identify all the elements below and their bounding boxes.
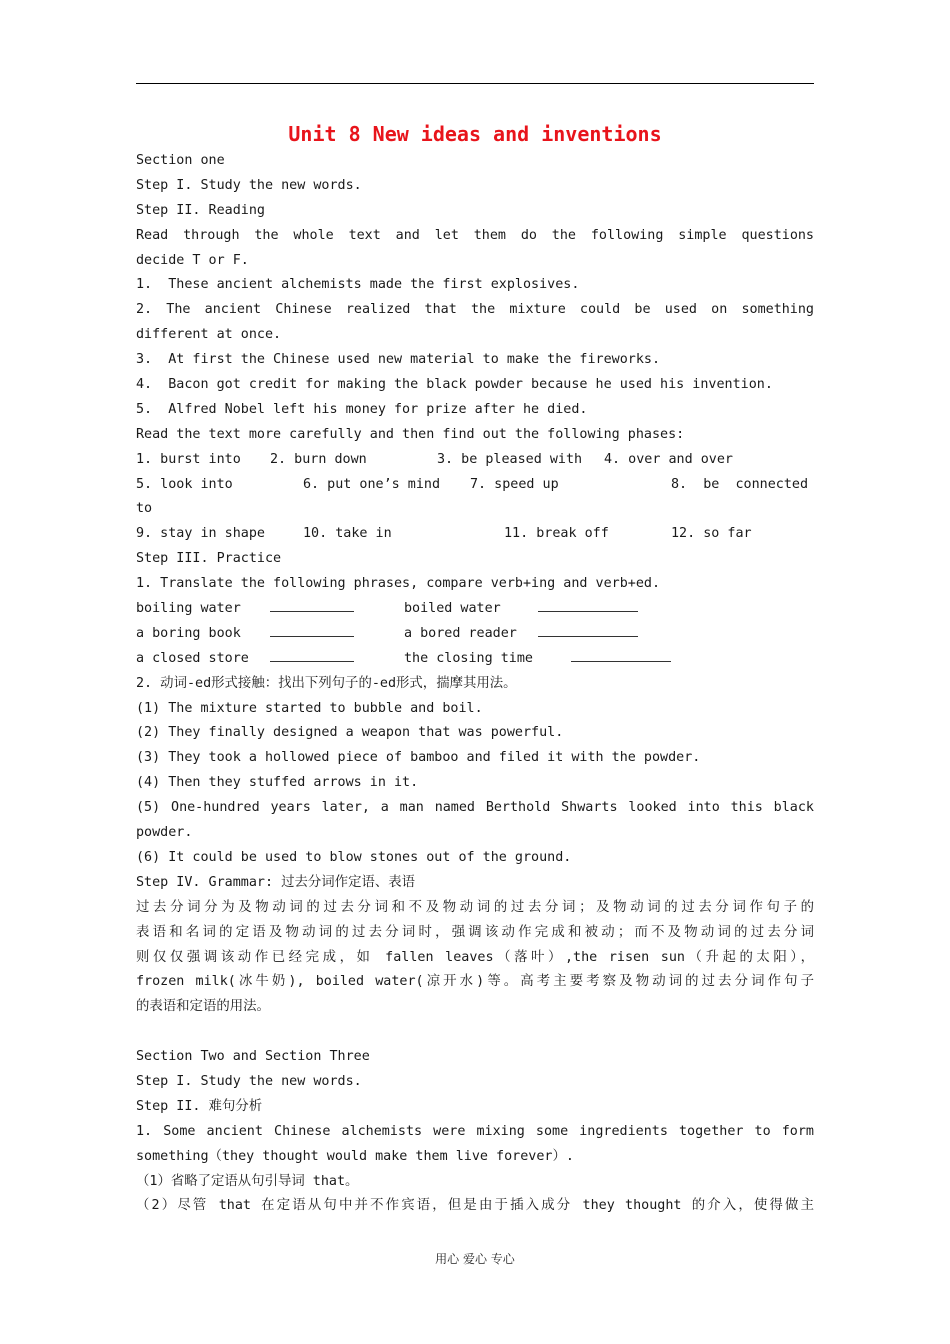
phrase-label: boiled water	[404, 601, 501, 617]
grammar-paragraph-line: frozen milk(冰牛奶), boiled water(凉开水)等。高考主要考察及物动词的过去分词作句子	[136, 974, 814, 990]
phrase-item: 3. be pleased with	[437, 451, 583, 467]
section-heading: Section Two and Section Three	[136, 1049, 370, 1065]
answer-blank[interactable]	[270, 622, 354, 637]
phrase-label: boiling water	[136, 601, 241, 617]
translation-row	[136, 597, 814, 622]
phrase-item: 8. be connected	[671, 476, 809, 492]
analysis-note: （2）尽管 that 在定语从句中并不作宾语，但是由于插入成分 they thought 的介入，使得做主	[136, 1198, 814, 1214]
phrase-row	[136, 473, 814, 498]
question-item: 2. The ancient Chinese realized that the mixture could be used on something	[136, 302, 814, 318]
paragraph-line: Read the text more carefully and then find out the following phases:	[136, 426, 685, 442]
phrase-item-cont: to	[136, 501, 153, 517]
question-item-cont: different at once.	[136, 327, 282, 343]
paragraph-line: 2. 动词-ed形式接触：找出下列句子的-ed形式，揣摩其用法。	[136, 675, 517, 691]
phrase-row	[136, 522, 814, 547]
analysis-line: 1. Some ancient Chinese alchemists were mixing some ingredients together to form	[136, 1123, 814, 1139]
sentence-item: (4) Then they stuffed arrows in it.	[136, 775, 419, 791]
sentence-item: (3) They took a hollowed piece of bamboo and filed it with the powder.	[136, 750, 701, 766]
sentence-item: (5) One-hundred years later, a man named Berthold Shwarts looked into this black	[136, 800, 814, 816]
paragraph-line: Read through the whole text and let them do the following simple questions	[136, 227, 814, 243]
phrase-label: a closed store	[136, 650, 249, 666]
answer-blank-wrap	[270, 622, 404, 647]
section-heading: Section one	[136, 153, 225, 168]
step-heading: Step II. 难句分析	[136, 1098, 263, 1114]
grammar-paragraph-line: 的表语和定语的用法。	[136, 999, 270, 1015]
step-heading: Step I. Study the new words.	[136, 1073, 362, 1089]
phrase-item: 9. stay in shape	[136, 526, 265, 542]
grammar-paragraph-line: 则仅仅强调该动作已经完成，如 fallen leaves（落叶）,the risen sun（升起的太阳），	[136, 949, 814, 965]
question-item: 1. These ancient alchemists made the first explosives.	[136, 277, 580, 293]
answer-blank[interactable]	[270, 647, 354, 662]
analysis-line: something（they thought would make them live forever）.	[136, 1148, 574, 1164]
step-heading: Step II. Reading	[136, 202, 265, 218]
answer-blank-wrap	[270, 597, 404, 622]
phrase-item: 1. burst into	[136, 451, 241, 467]
phrase-item: 7. speed up	[470, 476, 559, 492]
step-heading: Step III. Practice	[136, 551, 282, 567]
phrase-label: a boring book	[136, 625, 241, 641]
analysis-note: （1）省略了定语从句引导词 that。	[136, 1173, 359, 1189]
phrase-row	[136, 448, 814, 473]
phrase-item: 12. so far	[671, 526, 752, 542]
blank-line	[136, 1020, 814, 1045]
header-rule	[136, 83, 814, 84]
paragraph-line: 1. Translate the following phrases, compare verb+ing and verb+ed.	[136, 576, 661, 592]
answer-blank-wrap	[538, 597, 638, 622]
answer-blank[interactable]	[538, 622, 638, 637]
answer-blank-wrap	[270, 647, 404, 672]
translation-row	[136, 622, 814, 647]
answer-blank[interactable]	[571, 647, 671, 662]
paragraph-line: decide T or F.	[136, 252, 249, 268]
phrase-item: 6. put one’s mind	[303, 476, 441, 492]
phrase-label: the closing time	[404, 650, 533, 666]
step-heading: Step I. Study the new words.	[136, 177, 362, 193]
grammar-paragraph-line: 过去分词分为及物动词的过去分词和不及物动词的过去分词；及物动词的过去分词作句子的	[136, 899, 814, 915]
question-item: 3. At first the Chinese used new material to make the fireworks.	[136, 352, 661, 368]
answer-blank[interactable]	[270, 597, 354, 612]
grammar-paragraph-line: 表语和名词的定语及物动词的过去分词时，强调该动作完成和被动；而不及物动词的过去分词	[136, 924, 814, 940]
sentence-item-cont: powder.	[136, 825, 193, 841]
translation-row	[136, 647, 814, 672]
document-body	[136, 149, 814, 1219]
answer-blank-wrap	[571, 647, 671, 672]
phrase-item: 10. take in	[303, 526, 392, 542]
phrase-item: 11. break off	[504, 526, 609, 542]
phrase-item: 5. look into	[136, 476, 233, 492]
page-footer: 用心 爱心 专心	[435, 1252, 515, 1266]
phrase-label: a bored reader	[404, 625, 517, 641]
answer-blank[interactable]	[538, 597, 638, 612]
question-item: 5. Alfred Nobel left his money for prize after he died.	[136, 401, 588, 417]
step-heading: Step IV. Grammar: 过去分词作定语、表语	[136, 874, 416, 890]
answer-blank-wrap	[538, 622, 638, 647]
phrase-item: 2. burn down	[270, 451, 367, 467]
page-title: Unit 8 New ideas and inventions	[288, 122, 662, 146]
sentence-item: (6) It could be used to blow stones out of the ground.	[136, 849, 572, 865]
sentence-item: (1) The mixture started to bubble and boil.	[136, 700, 483, 716]
sentence-item: (2) They finally designed a weapon that was powerful.	[136, 725, 564, 741]
question-item: 4. Bacon got credit for making the black powder because he used his invention.	[136, 377, 773, 393]
phrase-item: 4. over and over	[604, 451, 733, 467]
